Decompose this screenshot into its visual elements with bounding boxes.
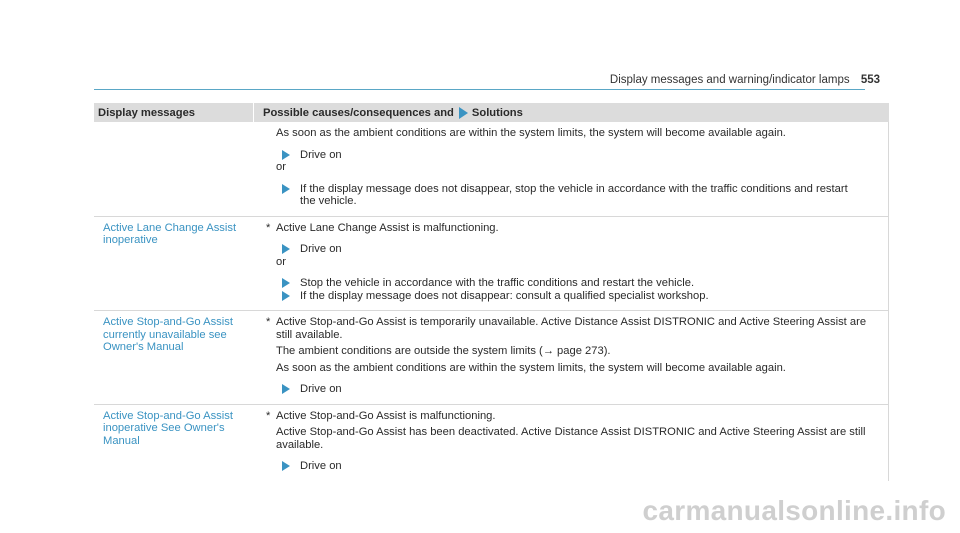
col-header-solutions-text: Solutions [471, 106, 523, 119]
cell-text: The ambient conditions are outside the system limits (→ page 273). [276, 345, 611, 357]
col-header-display-messages: Display messages [98, 106, 196, 119]
solution-step [282, 243, 884, 256]
step-text: Drive on [300, 243, 342, 255]
step-text: If the display message does not disappear: consult a qualified specialist workshop. [300, 289, 709, 302]
cell-text: still available. [276, 328, 343, 341]
table-row [94, 217, 889, 312]
solution-cell [259, 217, 889, 311]
step-arrow-icon [282, 244, 290, 254]
table-row [94, 405, 889, 481]
header-title: Display messages and warning/indicator lamps [609, 74, 850, 86]
or-text: or [276, 161, 286, 173]
solution-step [282, 460, 884, 473]
display-message: inoperative [103, 234, 158, 246]
display-message: Manual [103, 434, 140, 447]
col-header-causes-text: Possible causes/consequences and [263, 106, 454, 119]
display-message: Active Stop-and-Go Assist [103, 316, 233, 328]
page-number: 553 [860, 74, 880, 86]
step-text: the vehicle. [300, 195, 357, 207]
asterisk: * [266, 221, 271, 234]
cell-text: As soon as the ambient conditions are within the system limits, the system will become available again. [276, 127, 786, 139]
step-arrow-icon [282, 278, 290, 288]
message-cell [94, 405, 259, 481]
step-text: Drive on [300, 148, 342, 161]
cell-text: Active Stop-and-Go Assist is malfunctioning. [276, 409, 496, 422]
display-message: Owner's Manual [103, 341, 184, 353]
solution-arrow-icon [459, 107, 468, 119]
table-header [94, 103, 889, 122]
or-text: or [276, 255, 286, 268]
display-message: Active Lane Change Assist [103, 221, 237, 234]
step-arrow-icon [282, 150, 290, 160]
solution-step [282, 383, 884, 396]
page-header [610, 74, 880, 86]
step-arrow-icon [282, 291, 290, 301]
solution-cell [259, 122, 889, 216]
step-text: Drive on [300, 383, 342, 395]
cell-text: available. [276, 438, 324, 451]
step-text: Stop the vehicle in accordance with the traffic conditions and restart the vehicle. [300, 277, 695, 289]
watermark-text: carmanualsonline.info [642, 495, 946, 526]
col-header-causes [253, 103, 889, 122]
cell-text: Active Stop-and-Go Assist has been deactivated. Active Distance Assist DISTRONIC and Active Steering Assist are still [276, 426, 866, 438]
asterisk: * [266, 316, 271, 328]
table-row [94, 311, 889, 405]
step-text: If the display message does not disappear, stop the vehicle in accordance with the traffic conditions and restart [300, 182, 848, 195]
solution-step [282, 183, 884, 208]
step-arrow-icon [282, 384, 290, 394]
message-cell [94, 311, 259, 404]
display-message: inoperative See Owner's [103, 422, 225, 434]
solution-step [282, 277, 884, 290]
solution-step [282, 290, 884, 303]
message-cell [94, 122, 259, 216]
solution-cell [259, 311, 889, 404]
messages-table [94, 103, 889, 481]
message-cell [94, 217, 259, 311]
display-message: Active Stop-and-Go Assist [103, 409, 233, 422]
cell-text: Active Lane Change Assist is malfunctioning. [276, 221, 499, 234]
solution-cell [259, 405, 889, 481]
cell-text: As soon as the ambient conditions are within the system limits, the system will become available again. [276, 361, 786, 374]
asterisk: * [266, 409, 271, 422]
header-rule [94, 89, 865, 90]
step-arrow-icon [282, 461, 290, 471]
table-row [94, 122, 889, 217]
display-message: currently unavailable see [103, 328, 227, 341]
step-text: Drive on [300, 460, 342, 472]
cell-text: Active Stop-and-Go Assist is temporarily unavailable. Active Distance Assist DISTRONIC and Active Steering Assist are [276, 316, 867, 328]
solution-step [282, 149, 884, 162]
step-arrow-icon [282, 184, 290, 194]
